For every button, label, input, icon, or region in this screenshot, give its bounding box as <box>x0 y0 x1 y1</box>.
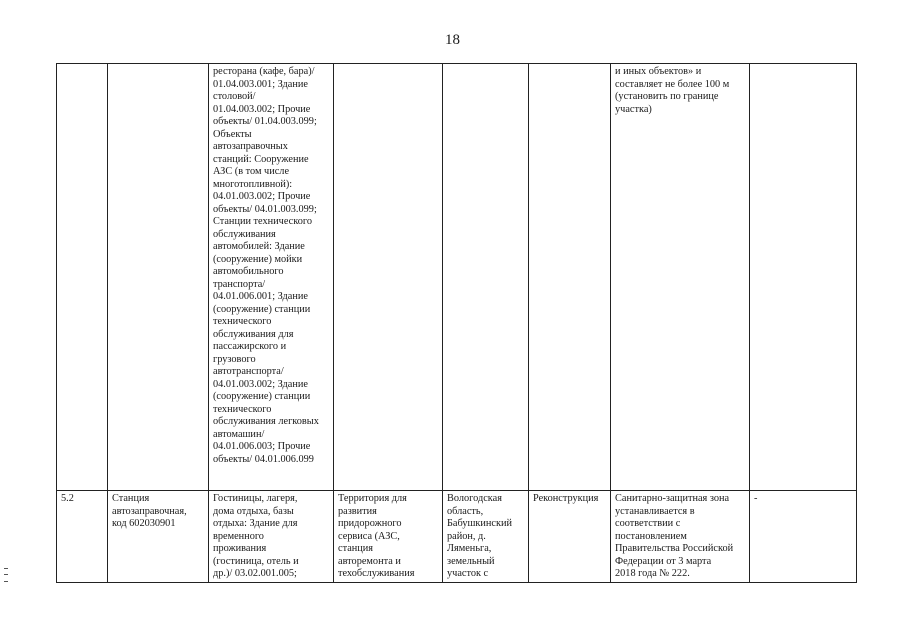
cell-location: Вологодская область, Бабушкинский район, д. Ляменьга, земельный участок с <box>443 491 529 583</box>
cell-object-name <box>108 64 209 491</box>
page-number: 18 <box>445 32 460 48</box>
cell-activity <box>529 64 611 491</box>
cell-purpose: Гостиницы, лагеря, дома отдыха, базы отдыха: Здание для временного проживания (гостиница, отель и др.)/ 03.02.001.005; <box>209 491 334 583</box>
table-row <box>57 491 857 583</box>
cell-zone <box>334 64 443 491</box>
cell-number: 5.2 <box>57 491 108 583</box>
cell-number <box>57 64 108 491</box>
cell-zone: Территория для развития придорожного сервиса (АЗС, станция авторемонта и техобслуживания <box>334 491 443 583</box>
cell-purpose: ресторана (кафе, бара)/ 01.04.003.001; Здание столовой/ 01.04.003.002; Прочие объекты/ 01.04.003.099; Объекты автозаправочных станций: Сооружение АЗС (в том числе многотопливной): 04.01.003.002; Прочие объекты/ 04.01.003.099; Станции технического обслуживания автомобилей: Здание (сооружение) мойки автомобильного транспорта/ 04.01.006.001; Здание (сооружение) станции технического обслуживания для пассажирского и грузового автотранспорта/ 04.01.003.002; Здание (сооружение) станции технического обслуживания легковых автомашин/ 04.01.006.003; Прочие объекты/ 04.01.006.099 <box>209 64 334 491</box>
cell-object-name: Станция автозаправочная, код 602030901 <box>108 491 209 583</box>
cell-location <box>443 64 529 491</box>
cell-activity: Реконструкция <box>529 491 611 583</box>
cell-sanitary-zone: Санитарно-защитная зона устанавливается в соответствии с постановлением Правительства Российской Федерации от 3 марта 2018 года № 222. <box>611 491 750 583</box>
document-table <box>56 63 857 583</box>
cell-notes <box>750 64 857 491</box>
scan-edge-mark <box>4 568 8 582</box>
table-row <box>57 64 857 491</box>
cell-notes: - <box>750 491 857 583</box>
cell-sanitary-zone: и иных объектов» и составляет не более 100 м (установить по границе участка) <box>611 64 750 491</box>
